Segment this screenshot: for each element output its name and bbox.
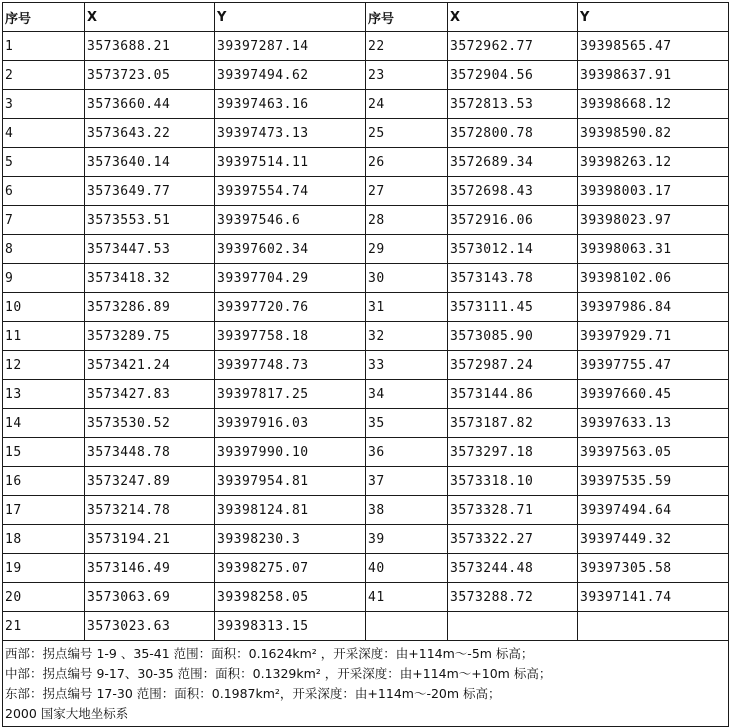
cell-x-right: 3573288.72 bbox=[448, 583, 578, 612]
table-row bbox=[3, 264, 729, 293]
table-row bbox=[3, 583, 729, 612]
cell-y-left: 39397463.16 bbox=[215, 90, 366, 119]
cell-serial-right: 34 bbox=[366, 380, 448, 409]
cell-serial-left: 10 bbox=[3, 293, 85, 322]
cell-y-left: 39397916.03 bbox=[215, 409, 366, 438]
cell-y-left: 39397473.13 bbox=[215, 119, 366, 148]
cell-serial-right: 23 bbox=[366, 61, 448, 90]
cell-x-left: 3573023.63 bbox=[85, 612, 215, 641]
cell-serial-right: 28 bbox=[366, 206, 448, 235]
cell-x-right: 3572962.77 bbox=[448, 32, 578, 61]
table-row bbox=[3, 148, 729, 177]
header-x-left: X bbox=[85, 3, 215, 32]
cell-y-right: 39397755.47 bbox=[578, 351, 729, 380]
header-y-right: Y bbox=[578, 3, 729, 32]
cell-serial-left: 13 bbox=[3, 380, 85, 409]
cell-serial-right: 33 bbox=[366, 351, 448, 380]
cell-serial-left: 5 bbox=[3, 148, 85, 177]
cell-x-left: 3573448.78 bbox=[85, 438, 215, 467]
coordinates-table bbox=[2, 2, 729, 727]
cell-y-left: 39398275.07 bbox=[215, 554, 366, 583]
cell-serial-left: 9 bbox=[3, 264, 85, 293]
note-central: 中部：拐点编号 9-17、30-35 范围：面积：0.1329km² ，开采深度：由+114m～+10m 标高； bbox=[5, 666, 552, 681]
cell-y-right: 39397141.74 bbox=[578, 583, 729, 612]
table-row bbox=[3, 409, 729, 438]
cell-serial-left: 12 bbox=[3, 351, 85, 380]
cell-y-left: 39398258.05 bbox=[215, 583, 366, 612]
cell-x-right: 3573187.82 bbox=[448, 409, 578, 438]
note-west: 西部：拐点编号 1-9 、35-41 范围：面积：0.1624km² ，开采深度：由+114m～-5m 标高； bbox=[5, 646, 534, 661]
cell-serial-left: 17 bbox=[3, 496, 85, 525]
cell-y-right: 39398668.12 bbox=[578, 90, 729, 119]
cell-serial-left: 19 bbox=[3, 554, 85, 583]
notes-row bbox=[3, 641, 729, 727]
table-row bbox=[3, 90, 729, 119]
table-row bbox=[3, 177, 729, 206]
notes-cell bbox=[3, 641, 729, 727]
cell-serial-right: 30 bbox=[366, 264, 448, 293]
cell-x-right: 3572916.06 bbox=[448, 206, 578, 235]
cell-x-right: 3573111.45 bbox=[448, 293, 578, 322]
cell-y-left: 39397704.29 bbox=[215, 264, 366, 293]
cell-x-right: 3572689.34 bbox=[448, 148, 578, 177]
cell-serial-left: 2 bbox=[3, 61, 85, 90]
cell-y-right: 39397563.05 bbox=[578, 438, 729, 467]
cell-x-left: 3573418.32 bbox=[85, 264, 215, 293]
table-row bbox=[3, 293, 729, 322]
cell-serial-right: 35 bbox=[366, 409, 448, 438]
cell-y-right: 39398023.97 bbox=[578, 206, 729, 235]
cell-x-left: 3573640.14 bbox=[85, 148, 215, 177]
cell-y-left: 39397720.76 bbox=[215, 293, 366, 322]
table-row bbox=[3, 554, 729, 583]
cell-y-left: 39397954.81 bbox=[215, 467, 366, 496]
cell-y-right: 39398102.06 bbox=[578, 264, 729, 293]
note-coordinate-system: 2000 国家大地坐标系 bbox=[5, 706, 129, 721]
cell-x-right: 3573144.86 bbox=[448, 380, 578, 409]
cell-y-left: 39397546.6 bbox=[215, 206, 366, 235]
cell-serial-left: 8 bbox=[3, 235, 85, 264]
table-row bbox=[3, 235, 729, 264]
cell-x-left: 3573427.83 bbox=[85, 380, 215, 409]
cell-serial-left: 11 bbox=[3, 322, 85, 351]
cell-x-right: 3573143.78 bbox=[448, 264, 578, 293]
cell-x-left: 3573247.89 bbox=[85, 467, 215, 496]
cell-x-right: 3572904.56 bbox=[448, 61, 578, 90]
note-east: 东部：拐点编号 17-30 范围：面积：0.1987km²，开采深度：由+114m～-20m 标高； bbox=[5, 686, 501, 701]
cell-x-left: 3573649.77 bbox=[85, 177, 215, 206]
cell-x-left: 3573553.51 bbox=[85, 206, 215, 235]
cell-serial-right: 38 bbox=[366, 496, 448, 525]
cell-serial-left: 14 bbox=[3, 409, 85, 438]
table-row bbox=[3, 206, 729, 235]
cell-serial-left: 15 bbox=[3, 438, 85, 467]
cell-y-right: 39398263.12 bbox=[578, 148, 729, 177]
cell-x-right: 3572698.43 bbox=[448, 177, 578, 206]
cell-y-left: 39397990.10 bbox=[215, 438, 366, 467]
cell-y-right: 39397660.45 bbox=[578, 380, 729, 409]
cell-x-right: 3572800.78 bbox=[448, 119, 578, 148]
cell-y-right: 39397633.13 bbox=[578, 409, 729, 438]
cell-serial-right: 39 bbox=[366, 525, 448, 554]
cell-x-right bbox=[448, 612, 578, 641]
cell-y-right: 39397986.84 bbox=[578, 293, 729, 322]
cell-y-left: 39398230.3 bbox=[215, 525, 366, 554]
cell-y-right: 39397305.58 bbox=[578, 554, 729, 583]
cell-serial-right: 27 bbox=[366, 177, 448, 206]
table-row bbox=[3, 525, 729, 554]
cell-y-left: 39397817.25 bbox=[215, 380, 366, 409]
cell-serial-left: 4 bbox=[3, 119, 85, 148]
table-row bbox=[3, 119, 729, 148]
table-row bbox=[3, 496, 729, 525]
cell-x-left: 3573643.22 bbox=[85, 119, 215, 148]
cell-y-right: 39398003.17 bbox=[578, 177, 729, 206]
header-y-left: Y bbox=[215, 3, 366, 32]
cell-x-left: 3573660.44 bbox=[85, 90, 215, 119]
table-row bbox=[3, 380, 729, 409]
cell-serial-right: 25 bbox=[366, 119, 448, 148]
cell-serial-right: 37 bbox=[366, 467, 448, 496]
cell-x-left: 3573194.21 bbox=[85, 525, 215, 554]
cell-x-right: 3572987.24 bbox=[448, 351, 578, 380]
cell-x-left: 3573688.21 bbox=[85, 32, 215, 61]
cell-y-right: 39397449.32 bbox=[578, 525, 729, 554]
cell-serial-right: 29 bbox=[366, 235, 448, 264]
table-row bbox=[3, 438, 729, 467]
table-row bbox=[3, 612, 729, 641]
cell-x-left: 3573286.89 bbox=[85, 293, 215, 322]
cell-x-left: 3573289.75 bbox=[85, 322, 215, 351]
cell-serial-left: 7 bbox=[3, 206, 85, 235]
cell-serial-right: 41 bbox=[366, 583, 448, 612]
table-row bbox=[3, 322, 729, 351]
cell-x-right: 3573244.48 bbox=[448, 554, 578, 583]
cell-x-right: 3573012.14 bbox=[448, 235, 578, 264]
cell-y-left: 39398313.15 bbox=[215, 612, 366, 641]
cell-serial-left: 3 bbox=[3, 90, 85, 119]
header-x-right: X bbox=[448, 3, 578, 32]
cell-x-left: 3573447.53 bbox=[85, 235, 215, 264]
cell-y-right: 39398063.31 bbox=[578, 235, 729, 264]
table-row bbox=[3, 351, 729, 380]
cell-serial-right: 32 bbox=[366, 322, 448, 351]
cell-y-left: 39397494.62 bbox=[215, 61, 366, 90]
cell-x-left: 3573063.69 bbox=[85, 583, 215, 612]
cell-serial-right bbox=[366, 612, 448, 641]
cell-x-left: 3573723.05 bbox=[85, 61, 215, 90]
cell-x-left: 3573530.52 bbox=[85, 409, 215, 438]
cell-y-right: 39398590.82 bbox=[578, 119, 729, 148]
cell-serial-right: 22 bbox=[366, 32, 448, 61]
cell-y-right: 39397929.71 bbox=[578, 322, 729, 351]
cell-y-right: 39397494.64 bbox=[578, 496, 729, 525]
cell-serial-right: 31 bbox=[366, 293, 448, 322]
cell-x-right: 3573328.71 bbox=[448, 496, 578, 525]
cell-serial-right: 24 bbox=[366, 90, 448, 119]
cell-y-left: 39397748.73 bbox=[215, 351, 366, 380]
cell-y-left: 39397514.11 bbox=[215, 148, 366, 177]
cell-x-right: 3573318.10 bbox=[448, 467, 578, 496]
cell-x-left: 3573421.24 bbox=[85, 351, 215, 380]
cell-x-right: 3573297.18 bbox=[448, 438, 578, 467]
table-body bbox=[3, 32, 729, 641]
cell-y-right bbox=[578, 612, 729, 641]
header-serial-left: 序号 bbox=[3, 3, 85, 32]
cell-x-right: 3572813.53 bbox=[448, 90, 578, 119]
cell-serial-left: 1 bbox=[3, 32, 85, 61]
cell-serial-left: 18 bbox=[3, 525, 85, 554]
cell-serial-left: 16 bbox=[3, 467, 85, 496]
cell-serial-left: 21 bbox=[3, 612, 85, 641]
cell-y-right: 39398565.47 bbox=[578, 32, 729, 61]
cell-x-right: 3573085.90 bbox=[448, 322, 578, 351]
cell-x-left: 3573146.49 bbox=[85, 554, 215, 583]
cell-x-right: 3573322.27 bbox=[448, 525, 578, 554]
cell-serial-left: 6 bbox=[3, 177, 85, 206]
header-serial-right: 序号 bbox=[366, 3, 448, 32]
table-row bbox=[3, 61, 729, 90]
cell-y-left: 39397602.34 bbox=[215, 235, 366, 264]
cell-y-left: 39397287.14 bbox=[215, 32, 366, 61]
cell-y-left: 39397758.18 bbox=[215, 322, 366, 351]
cell-serial-right: 36 bbox=[366, 438, 448, 467]
cell-serial-right: 40 bbox=[366, 554, 448, 583]
cell-y-right: 39397535.59 bbox=[578, 467, 729, 496]
table-row bbox=[3, 32, 729, 61]
cell-y-left: 39398124.81 bbox=[215, 496, 366, 525]
header-row bbox=[3, 3, 729, 32]
cell-x-left: 3573214.78 bbox=[85, 496, 215, 525]
table-row bbox=[3, 467, 729, 496]
cell-y-right: 39398637.91 bbox=[578, 61, 729, 90]
cell-serial-left: 20 bbox=[3, 583, 85, 612]
cell-serial-right: 26 bbox=[366, 148, 448, 177]
cell-y-left: 39397554.74 bbox=[215, 177, 366, 206]
